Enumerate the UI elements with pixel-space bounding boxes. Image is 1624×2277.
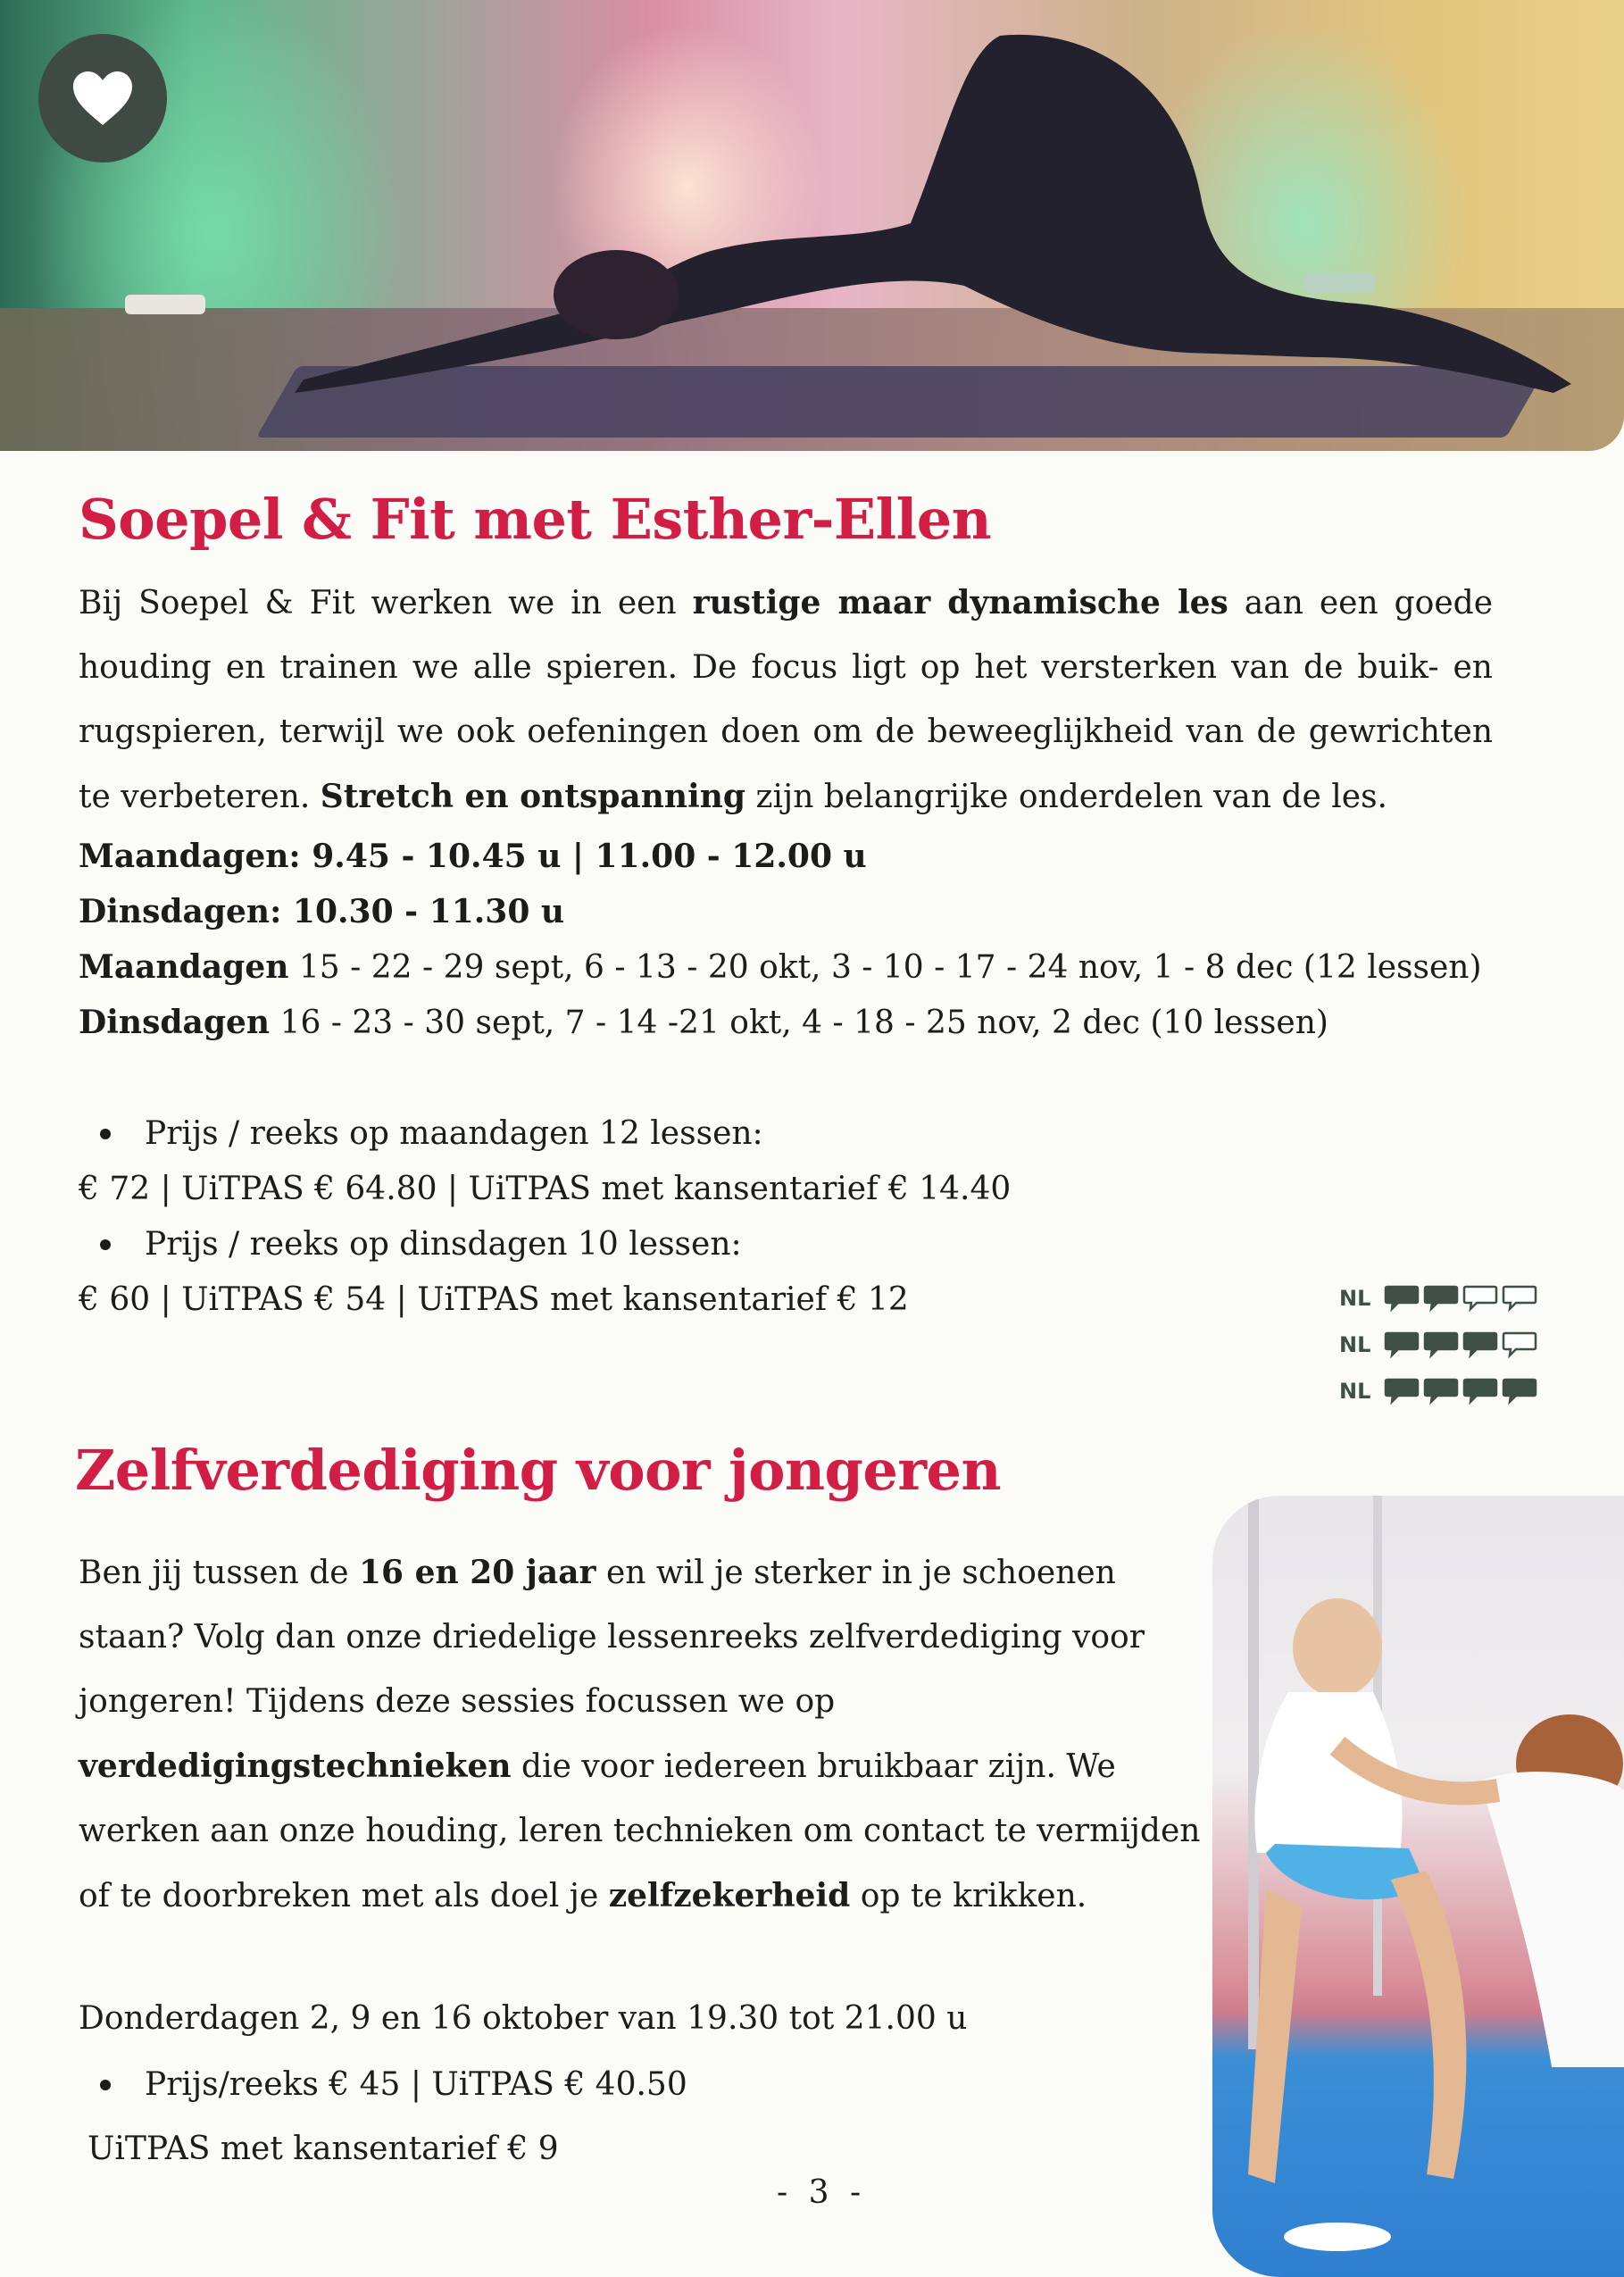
price-bullet: Prijs / reeks op dinsdagen 10 lessen: [145,1226,742,1263]
price-line: € 72 | UiTPAS € 64.80 | UiTPAS met kansentarief € 14.40 [79,1171,1012,1207]
language-level-indicators [1339,1275,1541,1414]
intro-emphasis: 16 en 20 jaar [359,1554,596,1591]
intro-text: zijn belangrijke onderdelen van de les. [745,779,1388,815]
schedule-times-monday [79,838,867,875]
page-number: - 3 - [777,2174,867,2211]
yoga-person-silhouette [0,0,1624,451]
speech-bubble-filled-icon [1462,1377,1498,1405]
intro-text: aan een goede houding en trainen we alle spieren. De focus ligt op het versterken van de buik- en rugspieren, terwijl we ook oefeningen doen om de beweeglijkheid van de gewrichten te verbeteren. [79,585,1494,815]
section-title: Soepel & Fit met Esther-Ellen [79,487,992,552]
schedule-text: Dinsdagen: 10.30 - 11.30 u [79,893,565,930]
heart-icon [70,69,136,128]
self-defense-figures [1212,1496,1624,2277]
price-line: UiTPAS met kansentarief € 9 [87,2131,559,2167]
intro-text: die voor iedereen bruikbaar zijn. We werken aan onze houding, leren technieken om contact te vermijden of te doorbreken met als doel je [79,1748,1201,1914]
intro-text: Bij Soepel & Fit werken we in een [79,585,693,621]
intro-emphasis: Stretch en ontspanning [320,778,746,815]
price-bullet: Prijs / reeks op maandagen 12 lessen: [145,1115,763,1152]
favorite-badge[interactable] [38,34,167,163]
schedule-dates-tuesday [79,1004,1328,1041]
speech-bubble-outline-icon [1502,1330,1537,1359]
speech-bubble-filled-icon [1384,1330,1420,1359]
language-level-row [1339,1322,1541,1368]
language-label: NL [1339,1379,1371,1404]
language-label: NL [1339,1286,1371,1311]
schedule-label: Maandagen [79,948,289,986]
price-bullet: Prijs/reeks € 45 | UiTPAS € 40.50 [145,2066,687,2103]
schedule-line: Donderdagen 2, 9 en 16 oktober van 19.30 tot 21.00 u [79,2000,968,2037]
speech-bubble-filled-icon [1384,1377,1420,1405]
speech-bubble-filled-icon [1423,1330,1459,1359]
schedule-dates: 16 - 23 - 30 sept, 7 - 14 -21 okt, 4 - 18 - 25 nov, 2 dec (10 lessen) [270,1005,1328,1041]
speech-bubble-filled-icon [1502,1377,1537,1405]
intro-text: en wil je sterker in je schoenen staan? Volg dan onze driedelige lessenreeks zelfverdediging voor jongeren! Tijdens deze sessies focussen we op [79,1555,1145,1720]
section-intro [79,1540,1203,1929]
hero-photo [0,0,1624,451]
speech-bubble-filled-icon [1462,1330,1498,1359]
intro-emphasis: zelfzekerheid [608,1877,851,1914]
schedule-dates: 15 - 22 - 29 sept, 6 - 13 - 20 okt, 3 - 10 - 17 - 24 nov, 1 - 8 dec (12 lessen) [288,949,1482,986]
schedule-label: Dinsdagen [79,1004,271,1041]
language-level-row [1339,1275,1541,1322]
schedule-text: Maandagen: 9.45 - 10.45 u | 11.00 - 12.00 u [79,838,867,875]
intro-emphasis: verdedigingstechnieken [79,1747,512,1785]
schedule-times-tuesday [79,893,564,930]
speech-bubble-filled-icon [1423,1377,1459,1405]
schedule-dates-monday [79,948,1482,986]
language-level-row [1339,1368,1541,1414]
language-label: NL [1339,1332,1371,1357]
speech-bubble-filled-icon [1423,1284,1459,1313]
speech-bubble-filled-icon [1384,1284,1420,1313]
speech-bubble-outline-icon [1462,1284,1498,1313]
section-title: Zelfverdediging voor jongeren [75,1438,1002,1503]
section-intro [79,571,1493,830]
speech-bubble-outline-icon [1502,1284,1537,1313]
intro-text: op te krikken. [850,1878,1087,1914]
intro-emphasis: rustige maar dynamische les [692,584,1228,621]
intro-text: Ben jij tussen de [79,1555,359,1591]
price-line: € 60 | UiTPAS € 54 | UiTPAS met kansentarief € 12 [79,1281,909,1318]
self-defense-photo [1212,1496,1624,2277]
